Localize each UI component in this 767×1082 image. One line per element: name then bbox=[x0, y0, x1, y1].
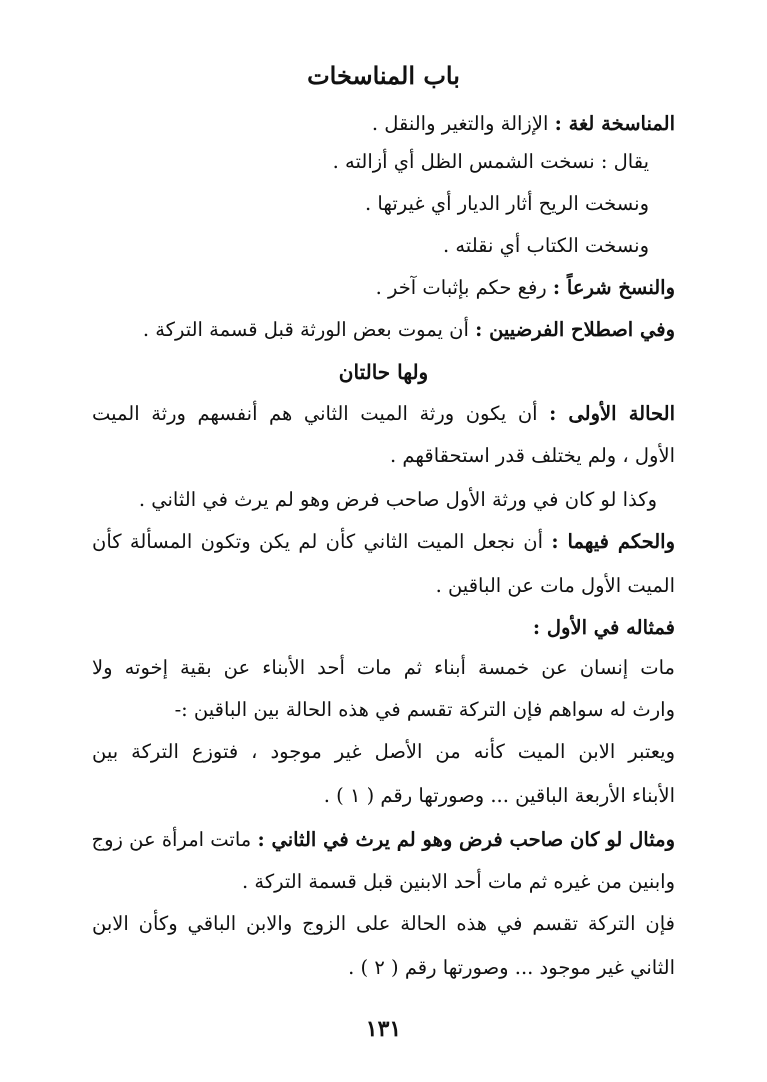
page-number: ١٣١ bbox=[365, 1016, 402, 1042]
ruling-label: والحكم فيهما : bbox=[551, 530, 675, 553]
ruling-text: أن نجعل الميت الثاني كأن لم يكن وتكون المسألة كأن bbox=[92, 530, 552, 553]
definition-shar bbox=[376, 272, 675, 304]
state-one-line-1 bbox=[92, 398, 675, 430]
definition-shar-label: والنسخ شرعاً : bbox=[552, 276, 675, 299]
definition-term-text: أن يموت بعض الورثة قبل قسمة التركة . bbox=[142, 318, 476, 341]
example-first-line-3: ويعتبر الابن الميت كأنه من الأصل غير موجود ، فتوزع التركة بين bbox=[92, 740, 675, 763]
example-line: ونسخت الريح أثار الديار أي غيرتها . bbox=[365, 192, 649, 215]
example-second-line-2: وابنين من غيره ثم مات أحد الابنين قبل قسمة التركة . bbox=[242, 870, 675, 893]
chapter-title: باب المناسخات bbox=[307, 61, 460, 90]
definition-term bbox=[143, 314, 675, 346]
ruling-line-1 bbox=[92, 526, 675, 558]
ruling-line-2: الميت الأول مات عن الباقين . bbox=[435, 574, 675, 597]
state-one-label: الحالة الأولى : bbox=[549, 402, 675, 425]
state-one-text: أن يكون ورثة الميت الثاني هم أنفسهم ورثة الميت bbox=[92, 402, 550, 425]
example-first-line-1: مات إنسان عن خمسة أبناء ثم مات أحد الأبناء عن بقية إخوته ولا bbox=[92, 656, 675, 679]
definition-shar-text: رفع حكم بإثبات آخر . bbox=[375, 276, 553, 299]
states-heading: ولها حالتان bbox=[338, 360, 429, 384]
example-second-label: ومثال لو كان صاحب فرض وهو لم يرث في الثاني : bbox=[257, 828, 675, 851]
example-second-line-3: فإن التركة تقسم في هذه الحالة على الزوج والابن الباقي وكأن الابن bbox=[92, 912, 675, 935]
example-first-line-2: وارث له سواهم فإن التركة تقسم في هذه الحالة بين الباقين :- bbox=[174, 698, 675, 721]
also-line: وكذا لو كان في ورثة الأول صاحب فرض وهو لم يرث في الثاني . bbox=[138, 488, 657, 511]
example-second-text: ماتت امرأة عن زوج bbox=[91, 828, 258, 851]
definition-lang bbox=[372, 108, 675, 140]
example-line: ونسخت الكتاب أي نقلته . bbox=[442, 234, 649, 257]
example-line: يقال : نسخت الشمس الظل أي أزالته . bbox=[332, 150, 649, 173]
example-second-line-1 bbox=[92, 824, 675, 856]
example-first-heading: فمثاله في الأول : bbox=[532, 616, 675, 639]
definition-term-label: وفي اصطلاح الفرضيين : bbox=[475, 318, 675, 341]
example-second-line-4: الثاني غير موجود ... وصورتها رقم ( ٢ ) . bbox=[348, 956, 675, 979]
state-one-line-2: الأول ، ولم يختلف قدر استحقاقهم . bbox=[390, 444, 675, 467]
example-first-line-4: الأبناء الأربعة الباقين ... وصورتها رقم ( ١ ) . bbox=[323, 784, 675, 807]
definition-lang-text: الإزالة والتغير والنقل . bbox=[371, 112, 555, 135]
definition-lang-label: المناسخة لغة : bbox=[554, 112, 675, 135]
